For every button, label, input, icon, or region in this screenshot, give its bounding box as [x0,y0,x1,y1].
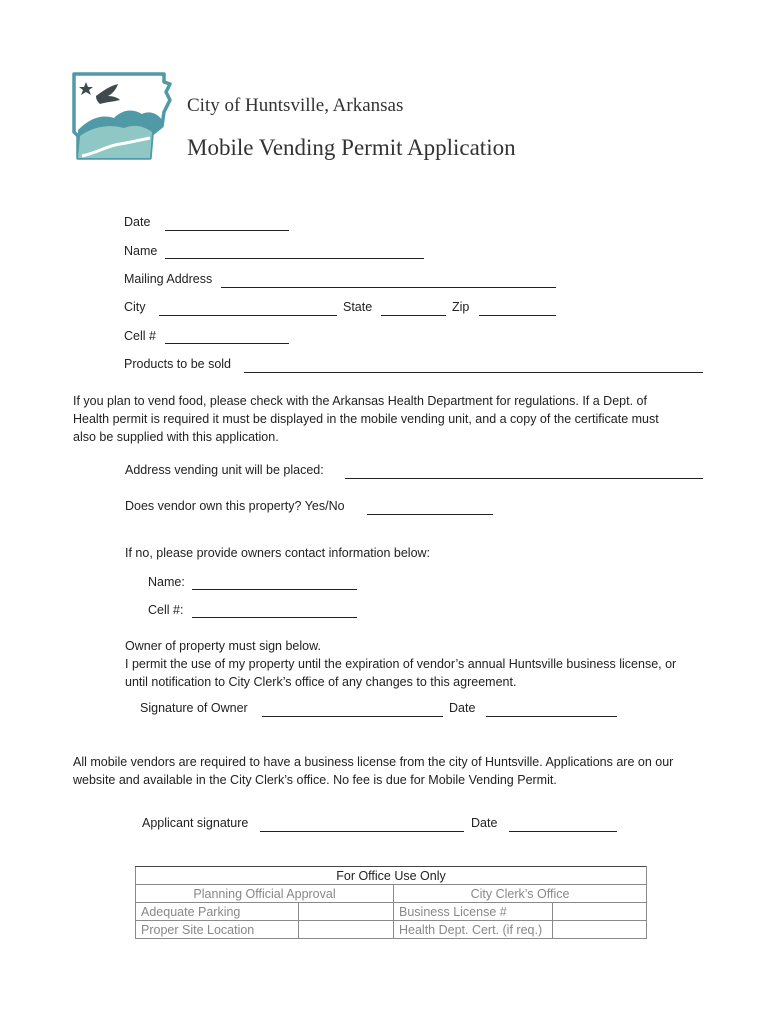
table-row [136,903,647,921]
office-use-title: For Office Use Only [136,867,647,885]
date-field[interactable] [165,230,289,231]
consent-line-1: Owner of property must sign below. [125,639,321,653]
table-row [136,921,647,939]
address-placed-field[interactable] [345,478,703,479]
applicant-date-field[interactable] [509,831,617,832]
mailing-address-label: Mailing Address [124,272,213,286]
health-notice-line-1: If you plan to vend food, please check with the Arkansas Health Department for regulations. If a Dept. of [73,394,647,408]
city-label: City [124,300,146,314]
adequate-parking-cell[interactable] [299,903,394,921]
address-placed-label: Address vending unit will be placed: [125,463,324,477]
owner-signature-label: Signature of Owner [140,701,248,715]
health-notice-line-3: also be supplied with this application. [73,430,279,444]
proper-site-location-label: Proper Site Location [136,921,299,939]
mailing-address-field[interactable] [221,287,556,288]
owner-signature-field[interactable] [262,716,443,717]
name-label: Name [124,244,158,258]
owner-name-label: Name: [148,575,185,589]
owner-info-label: If no, please provide owners contact information below: [125,546,431,560]
adequate-parking-label: Adequate Parking [136,903,299,921]
city-clerk-header: City Clerk’s Office [394,885,647,903]
cell-label: Cell # [124,329,156,343]
products-field[interactable] [244,372,703,373]
owner-cell-field[interactable] [192,617,357,618]
applicant-date-label: Date [471,816,498,830]
health-notice-line-2: Health permit is required it must be displayed in the mobile vending unit, and a copy of the certificate must [73,412,659,426]
business-license-cell[interactable] [553,903,647,921]
products-label: Products to be sold [124,357,232,371]
planning-approval-header: Planning Official Approval [136,885,394,903]
cell-field[interactable] [165,343,289,344]
office-use-table [135,866,647,939]
city-name: City of Huntsville, Arkansas [187,95,404,116]
own-property-field[interactable] [367,514,493,515]
owner-cell-label: Cell #: [148,603,184,617]
state-label: State [343,300,373,314]
page-title: Mobile Vending Permit Application [187,135,516,160]
health-dept-cert-cell[interactable] [553,921,647,939]
state-field[interactable] [381,315,446,316]
consent-line-2: I permit the use of my property until the expiration of vendor’s annual Huntsville business license, or [125,657,677,671]
zip-label: Zip [452,300,470,314]
city-field[interactable] [159,315,337,316]
arkansas-state-logo-icon [70,70,174,162]
zip-field[interactable] [479,315,556,316]
consent-line-3: until notification to City Clerk’s office of any changes to this agreement. [125,675,517,689]
license-notice-line-1: All mobile vendors are required to have a business license from the city of Huntsville. Applications are on our [73,755,674,769]
applicant-signature-label: Applicant signature [142,816,249,830]
owner-date-label: Date [449,701,476,715]
city-logo [70,70,174,162]
name-field[interactable] [165,258,424,259]
owner-name-field[interactable] [192,589,357,590]
business-license-label: Business License # [394,903,553,921]
proper-site-location-cell[interactable] [299,921,394,939]
applicant-signature-field[interactable] [260,831,464,832]
owner-date-field[interactable] [486,716,617,717]
own-property-label: Does vendor own this property? Yes/No [125,499,345,513]
license-notice-line-2: website and available in the City Clerk’s office. No fee is due for Mobile Vending Permit. [73,773,557,787]
health-dept-cert-label: Health Dept. Cert. (if req.) [394,921,553,939]
date-label: Date [124,215,151,229]
